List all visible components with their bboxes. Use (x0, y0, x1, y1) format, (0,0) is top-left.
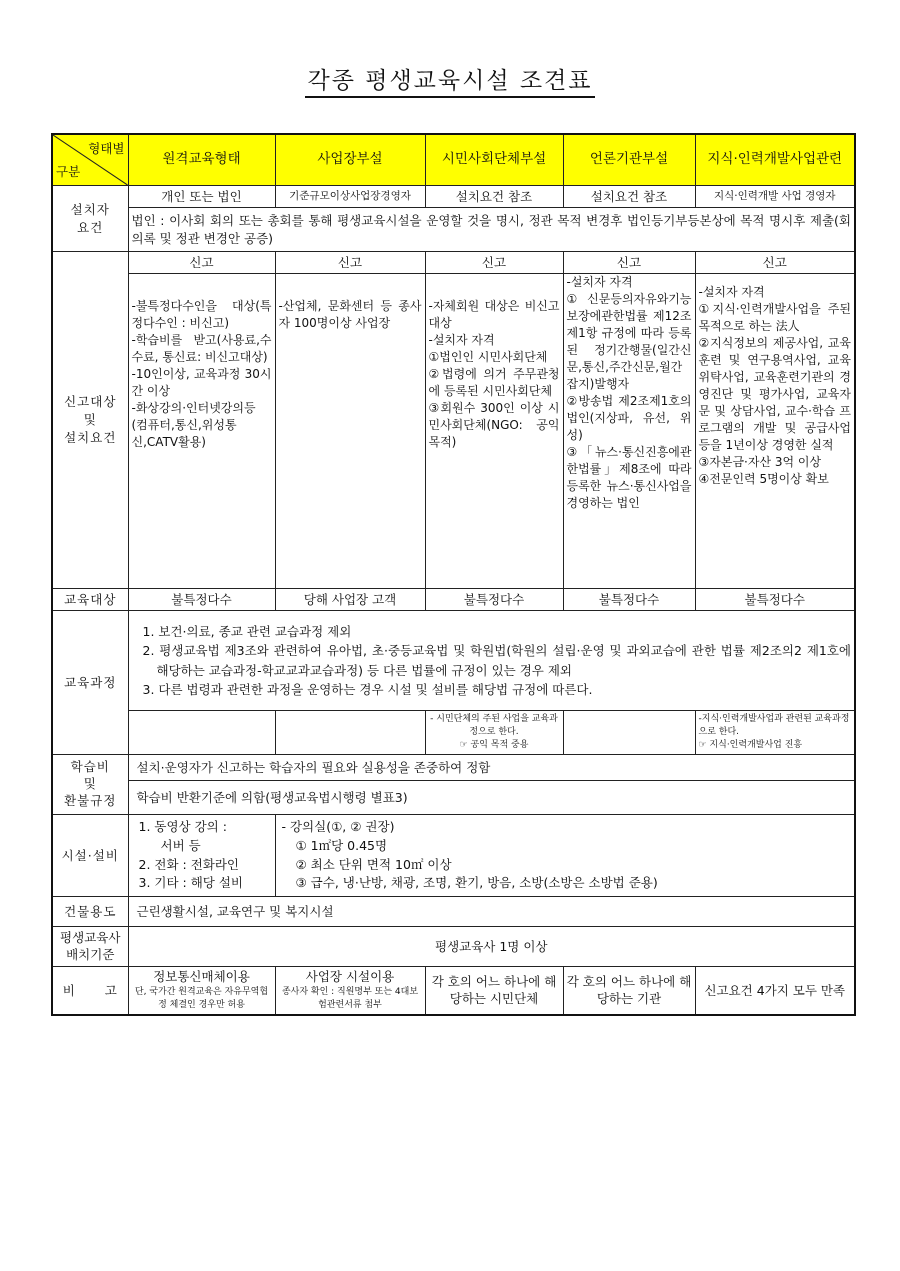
target-knowledge: 불특정다수 (695, 589, 855, 611)
fee-line1: 설치·운영자가 신고하는 학습자의 필요와 실용성을 존중하여 정함 (128, 755, 855, 781)
header-corner (52, 134, 128, 186)
target-press: 불특정다수 (563, 589, 695, 611)
curriculum-note-press (563, 711, 695, 755)
remarks-workplace: 사업장 시설이용 종사자 확인 : 직원명부 또는 4대보험관련서류 첨부 (275, 967, 425, 1015)
target-workplace: 당해 사업장 고객 (275, 589, 425, 611)
report-type-press: 신고 (563, 252, 695, 274)
header-row (52, 134, 855, 186)
curriculum-note-remote (128, 711, 275, 755)
corner-top-label: 형태별 (88, 141, 125, 156)
column-header-press: 언론기관부설 (563, 134, 695, 186)
page-title: 각종 평생교육시설 조견표 (0, 62, 900, 95)
report-type-civic: 신고 (425, 252, 563, 274)
target-civic: 불특정다수 (425, 589, 563, 611)
facility-table (51, 133, 856, 1016)
curriculum-note-workplace (275, 711, 425, 755)
establisher-note: 법인 : 이사회 회의 또는 총회를 통해 평생교육시설을 운영할 것을 명시, 정관 목적 변경후 법인등기부등본상에 목적 명시후 제출(회의록 및 정관 변경안 공증) (128, 208, 855, 252)
report-type-remote: 신고 (128, 252, 275, 274)
facility-right: - 강의실(①, ② 권장) ① 1㎡당 0.45명 ② 최소 단위 면적 10㎡ 이상 ③ 급수, 냉·난방, 채광, 조명, 환기, 방음, 소방(소방은 소방법 준용) (275, 815, 855, 897)
target-remote: 불특정다수 (128, 589, 275, 611)
staff-value: 평생교육사 1명 이상 (128, 927, 855, 967)
corner-bottom-label: 구분 (56, 164, 81, 180)
report-press: -설치자 자격 ①신문등의자유와기능보장에관한법률 제12조제1항 규정에 따라 등록된 정기간행물(일간신문,통신,주간신문,월간잡지)발행자 ②방송법 제2조제1호의 법인(지상파, 유선, 위성) ③「뉴스·통신진흥에관한법률」제8조에 따라 등록한 뉴스·통신사업을 경영하는 법인 (563, 274, 695, 589)
establisher-civic: 설치요건 참조 (425, 186, 563, 208)
column-header-workplace: 사업장부설 (275, 134, 425, 186)
column-header-remote: 원격교육형태 (128, 134, 275, 186)
report-type-workplace: 신고 (275, 252, 425, 274)
remarks-knowledge: 신고요건 4가지 모두 만족 (695, 967, 855, 1015)
establisher-knowledge: 지식·인력개발 사업 경영자 (695, 186, 855, 208)
establisher-press: 설치요건 참조 (563, 186, 695, 208)
curriculum-note-knowledge: -지식·인력개발사업과 관련된 교육과정으로 한다. ☞ 지식·인력개발사업 진흥 (695, 711, 855, 755)
establisher-workplace: 기준규모이상사업장경영자 (275, 186, 425, 208)
row-label-facility: 시설·설비 (52, 815, 128, 897)
row-label-report: 신고대상 및 설치요건 (52, 252, 128, 589)
report-workplace: -산업체, 문화센터 등 종사자 100명이상 사업장 (275, 274, 425, 589)
facility-left: 1. 동영상 강의 : 서버 등 2. 전화 : 전화라인 3. 기타 : 해당 설비 (128, 815, 275, 897)
remarks-remote: 정보통신매체이용 단, 국가간 원격교육은 자유무역협정 체결인 경우만 허용 (128, 967, 275, 1015)
fee-line2: 학습비 반환기준에 의함(평생교육법시행령 별표3) (128, 781, 855, 815)
curriculum-note-civic: - 시민단체의 주된 사업을 교육과정으로 한다. ☞ 공익 목적 중용 (425, 711, 563, 755)
row-label-target: 교육대상 (52, 589, 128, 611)
row-label-establisher: 설치자 요건 (52, 186, 128, 252)
row-label-curriculum: 교육과정 (52, 611, 128, 755)
curriculum-list: 1. 보건·의료, 종교 관련 교습과정 제외 2. 평생교육법 제3조와 관련하여 유아법, 초·중등교육법 및 학원법(학원의 설립·운영 및 과외교습에 관한 법률 제2조의2 제1호에 해당하는 교습과정-학교교과교습과정) 등 다른 법률에 규정이 있는 경우 제외 3. 다른 법령과 관련한 과정을 운영하는 경우 시설 및 설비를 해당법 규정에 따른다. (128, 611, 855, 711)
remarks-press: 각 호의 어느 하나에 해당하는 기관 (563, 967, 695, 1015)
report-civic: -자체회원 대상은 비신고 대상 -설치자 자격 ①법인인 시민사회단체 ②법령에 의거 주무관청에 등록된 시민사회단체 ③회원수 300인 이상 시민사회단체(NGO: 공익목적) (425, 274, 563, 589)
column-header-civic: 시민사회단체부설 (425, 134, 563, 186)
column-header-knowledge: 지식·인력개발사업관련 (695, 134, 855, 186)
report-remote: -불특정다수인을 대상(특정다수인 : 비신고) -학습비를 받고(사용료,수수료, 통신료: 비신고대상) -10인이상, 교육과정 30시간 이상 -화상강의·인터넷강의등(컴퓨터,통신,위성통신,CATV활용) (128, 274, 275, 589)
row-label-building: 건물용도 (52, 897, 128, 927)
establisher-remote: 개인 또는 법인 (128, 186, 275, 208)
row-label-remarks: 비 고 (52, 967, 128, 1015)
report-knowledge: -설치자 자격 ①지식·인력개발사업을 주된 목적으로 하는 法人 ②지식정보의 제공사업, 교육훈련 및 연구용역사업, 교육위탁사업, 교육훈련기관의 경영진단 및 평가사업, 교육자문 및 상담사업, 교수·학습 프로그램의 개발 및 공급사업 등을 1년이상 경영한 실적 ③자본금·자산 3억 이상 ④전문인력 5명이상 확보 (695, 274, 855, 589)
row-label-fee: 학습비 및 환불규정 (52, 755, 128, 815)
remarks-civic: 각 호의 어느 하나에 해당하는 시민단체 (425, 967, 563, 1015)
row-label-staff: 평생교육사 배치기준 (52, 927, 128, 967)
building-value: 근린생활시설, 교육연구 및 복지시설 (128, 897, 855, 927)
report-type-knowledge: 신고 (695, 252, 855, 274)
